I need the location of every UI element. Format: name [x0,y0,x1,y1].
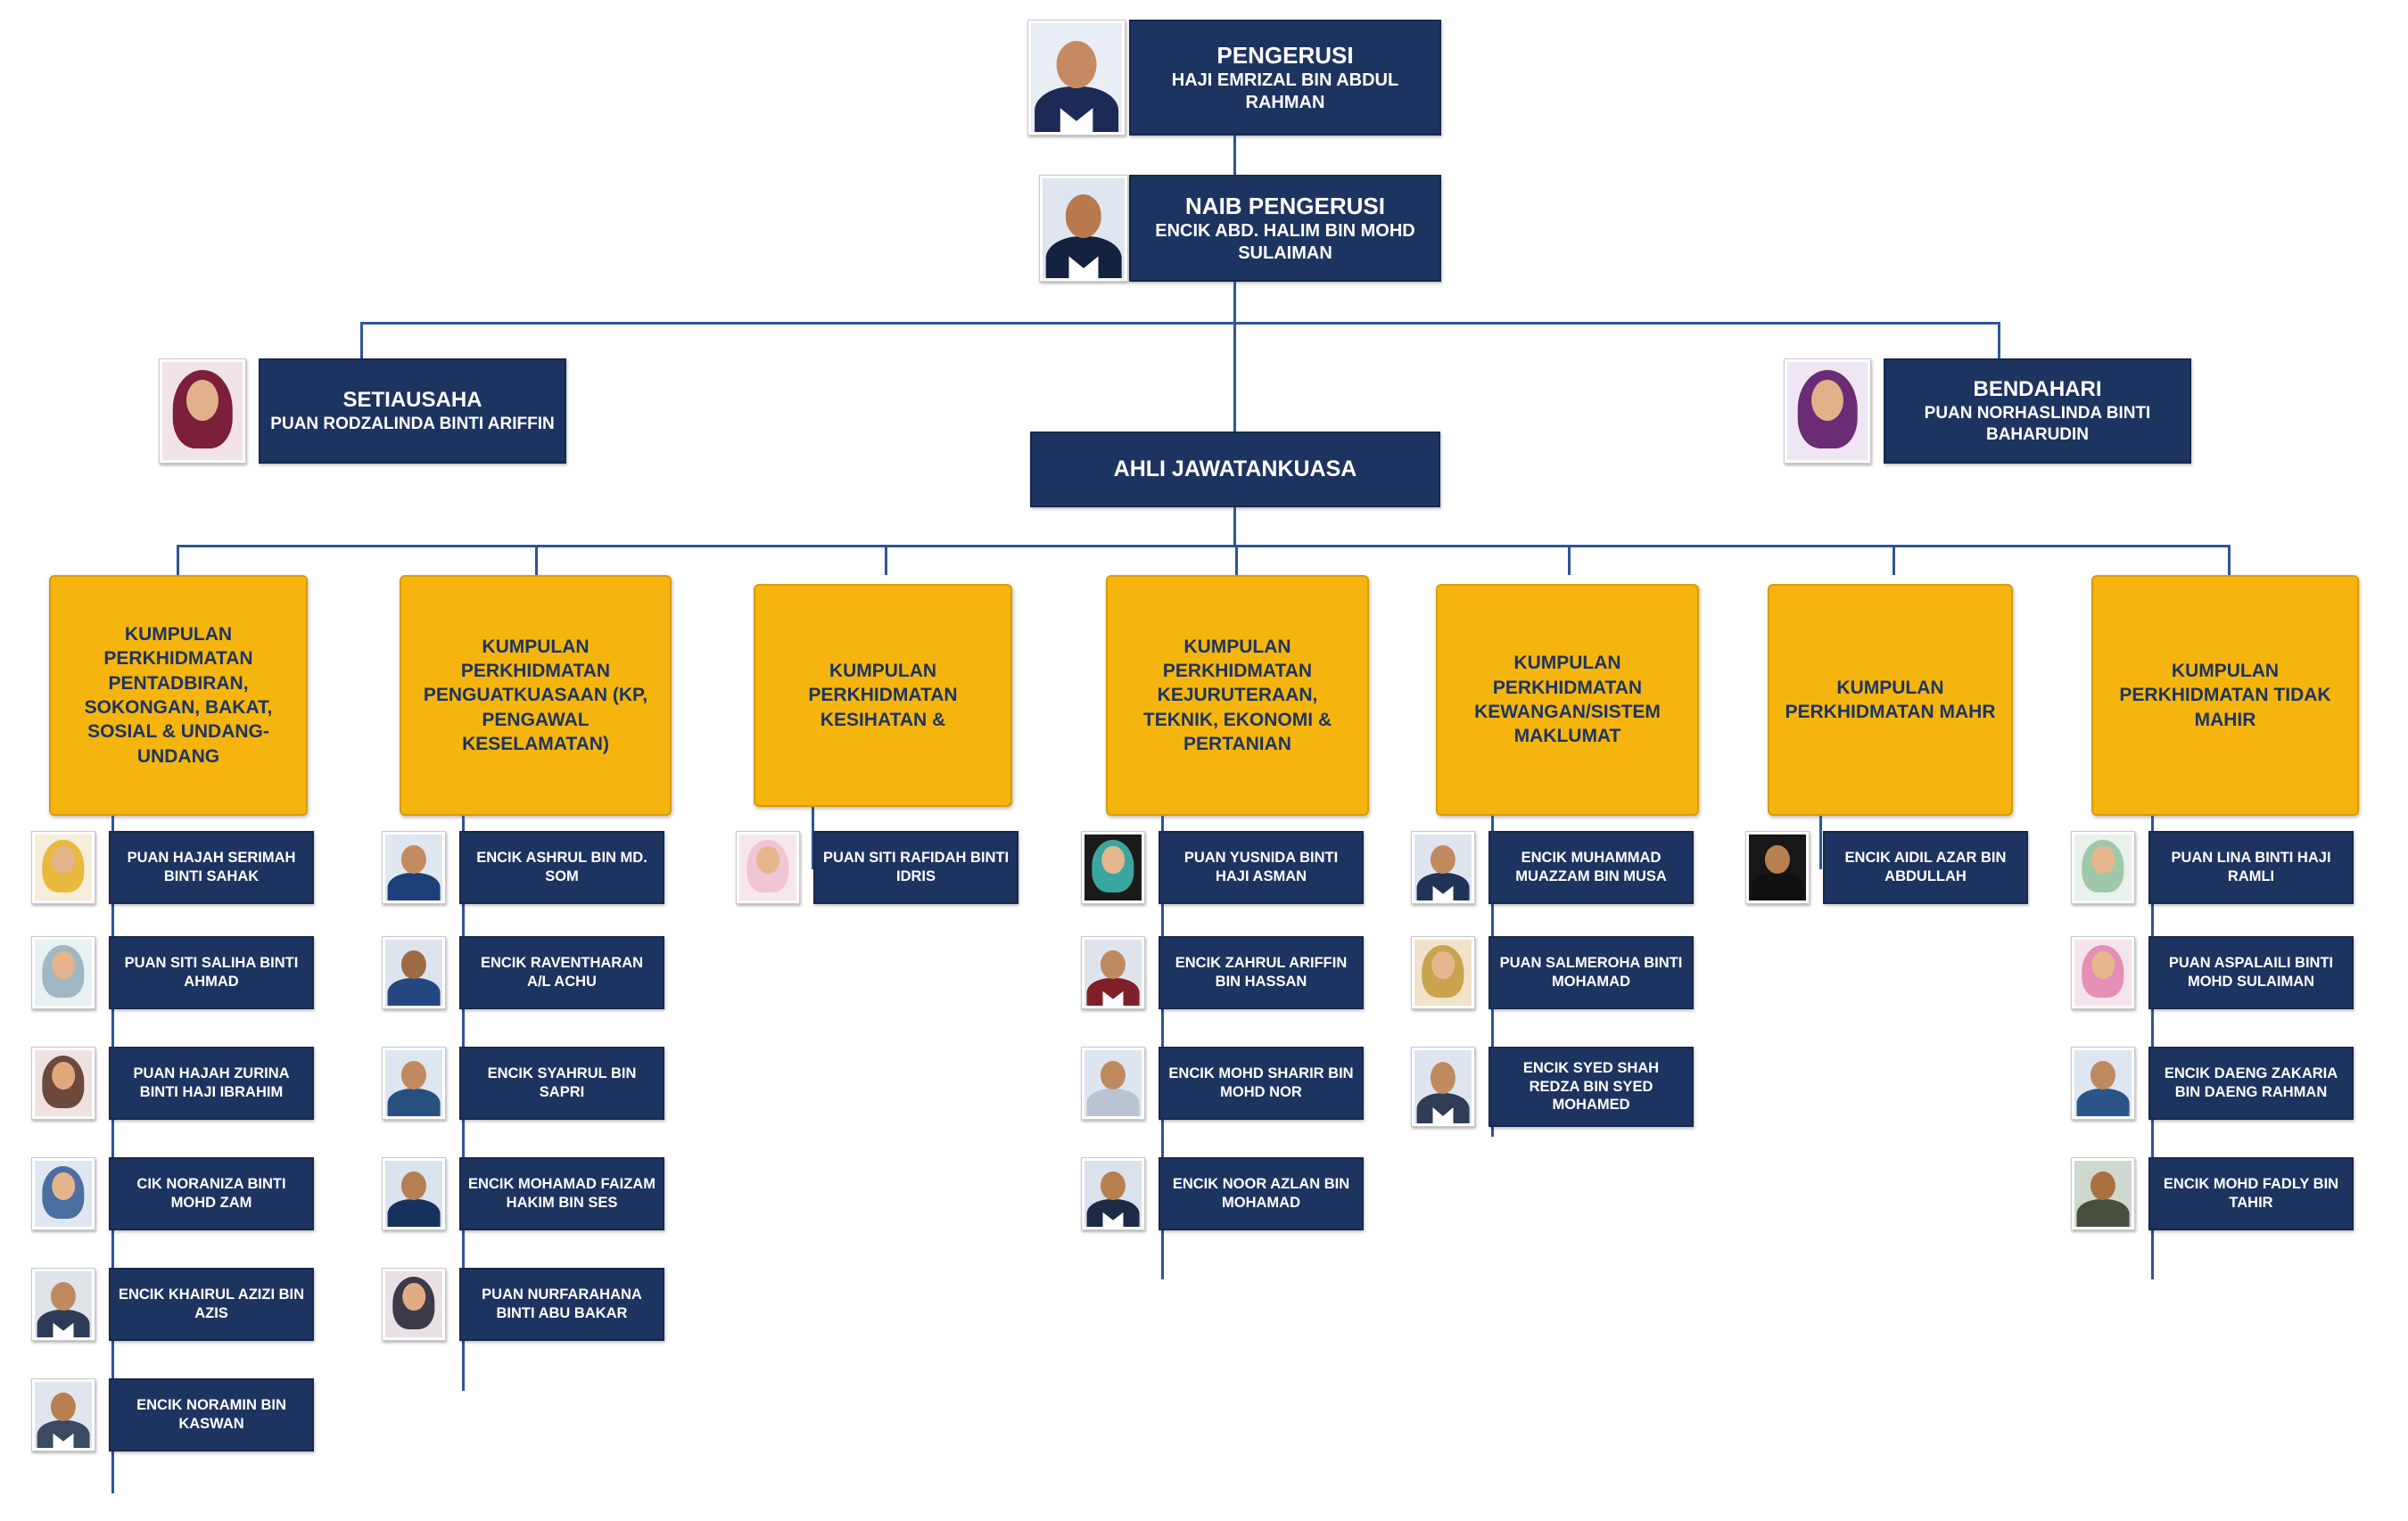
node-treasurer[interactable] [1884,358,2191,464]
avatar-g3-m2 [1081,1047,1145,1120]
chairman-title: PENGERUSI [1216,41,1354,69]
member-name: ENCIK NORAMIN BIN KASWAN [136,1397,286,1432]
committee-title: AHLI JAWATANKUASA [1113,456,1357,481]
avatar-g6-m1 [2071,936,2135,1009]
node-g1-m0[interactable] [459,831,664,904]
member-name: PUAN NURFARAHANA BINTI ABU BAKAR [482,1287,642,1321]
connector-group-drop-4 [1568,545,1571,575]
group-title-1: KUMPULAN PERKHIDMATAN PENGUATKUASAAN (KP, PENGAWAL KESELAMATAN) [423,636,648,754]
avatar-g1-m1 [382,936,446,1009]
avatar-chairman [1027,20,1126,136]
avatar-g0-m4 [31,1268,95,1341]
node-g3-m2[interactable] [1159,1047,1364,1120]
avatar-vice-chairman [1039,175,1128,282]
node-g0-m4[interactable] [109,1268,314,1341]
connector-officer-bus [360,322,2000,325]
avatar-g0-m2 [31,1047,95,1120]
avatar-g6-m2 [2071,1047,2135,1120]
member-name: ENCIK RAVENTHARAN A/L ACHU [480,955,644,990]
member-name: PUAN SITI SALIHA BINTI AHMAD [124,955,299,990]
group-title-6: KUMPULAN PERKHIDMATAN TIDAK MAHIR [2119,661,2331,730]
node-g2-m0[interactable] [813,831,1018,904]
node-g6-m3[interactable] [2148,1157,2354,1230]
member-name: ENCIK SYAHRUL BIN SAPRI [487,1065,637,1100]
avatar-treasurer [1784,358,1871,464]
node-g0-m3[interactable] [109,1157,314,1230]
connector-group-drop-1 [535,545,538,575]
avatar-g1-m2 [382,1047,446,1120]
node-g1-m1[interactable] [459,936,664,1009]
vice-chairman-title: NAIB PENGERUSI [1185,192,1385,219]
chairman-name: HAJI EMRIZAL BIN ABDUL RAHMAN [1171,70,1399,113]
group-title-5: KUMPULAN PERKHIDMATAN MAHR [1785,677,1996,722]
group-title-0: KUMPULAN PERKHIDMATAN PENTADBIRAN, SOKONGAN, BAKAT, SOSIAL & UNDANG-UNDANG [84,624,273,767]
treasurer-title: BENDAHARI [1973,377,2102,402]
node-secretary[interactable] [259,358,566,464]
avatar-g4-m1 [1411,936,1475,1009]
avatar-g0-m5 [31,1378,95,1451]
group-box-0[interactable] [49,575,308,816]
node-g3-m0[interactable] [1159,831,1364,904]
connector-group-drop-5 [1893,545,1895,575]
avatar-g3-m0 [1081,831,1145,904]
avatar-g2-m0 [736,831,800,904]
member-name: ENCIK ZAHRUL ARIFFIN BIN HASSAN [1175,955,1348,990]
avatar-g1-m4 [382,1268,446,1341]
secretary-title: SETIAUSAHA [342,388,482,413]
node-g0-m2[interactable] [109,1047,314,1120]
vice-chairman-name: ENCIK ABD. HALIM BIN MOHD SULAIMAN [1155,221,1415,264]
avatar-g5-m0 [1745,831,1810,904]
member-name: ENCIK KHAIRUL AZIZI BIN AZIS [118,1287,305,1321]
node-g0-m0[interactable] [109,831,314,904]
group-box-6[interactable] [2091,575,2359,816]
member-name: CIK NORANIZA BINTI MOHD ZAM [136,1176,286,1211]
group-box-4[interactable] [1436,584,1699,816]
avatar-g4-m0 [1411,831,1475,904]
connector-group-drop-3 [1235,545,1238,575]
connector-vice-down [1233,282,1236,322]
node-g6-m0[interactable] [2148,831,2354,904]
node-g6-m1[interactable] [2148,936,2354,1009]
member-name: PUAN LINA BINTI HAJI RAMLI [2171,850,2331,884]
member-name: PUAN SITI RAFIDAH BINTI IDRIS [822,850,1010,884]
avatar-g1-m0 [382,831,446,904]
connector-group-drop-2 [885,545,887,575]
group-title-3: KUMPULAN PERKHIDMATAN KEJURUTERAAN, TEKNIK, EKONOMI & PERTANIAN [1142,636,1332,754]
connector-chairman-vice [1233,136,1236,175]
group-title-2: KUMPULAN PERKHIDMATAN KESIHATAN & [808,661,958,730]
node-g4-m1[interactable] [1489,936,1694,1009]
node-committee[interactable] [1030,432,1440,507]
member-name: ENCIK MOHD SHARIR BIN MOHD NOR [1168,1065,1354,1100]
avatar-g1-m3 [382,1157,446,1230]
connector-group-drop-6 [2228,545,2231,575]
member-name: PUAN ASPALAILI BINTI MOHD SULAIMAN [2168,955,2334,990]
member-name: ENCIK ASHRUL BIN MD. SOM [476,850,647,884]
member-name: ENCIK MOHAMAD FAIZAM HAKIM BIN SES [468,1176,656,1211]
member-name: PUAN SALMEROHA BINTI MOHAMAD [1499,955,1683,990]
node-g6-m2[interactable] [2148,1047,2354,1120]
node-g0-m5[interactable] [109,1378,314,1451]
node-g4-m2[interactable] [1489,1047,1694,1127]
node-g1-m4[interactable] [459,1268,664,1341]
group-box-3[interactable] [1106,575,1369,816]
member-name: ENCIK MUHAMMAD MUAZZAM BIN MUSA [1515,850,1667,884]
avatar-g0-m3 [31,1157,95,1230]
member-name: ENCIK DAENG ZAKARIA BIN DAENG RAHMAN [2164,1065,2338,1100]
group-box-2[interactable] [754,584,1012,807]
node-g3-m3[interactable] [1159,1157,1364,1230]
avatar-g3-m1 [1081,936,1145,1009]
avatar-g0-m1 [31,936,95,1009]
connector-group-bus [177,545,2228,547]
member-name: ENCIK AIDIL AZAR BIN ABDULLAH [1844,850,2007,884]
node-g5-m0[interactable] [1823,831,2028,904]
node-g4-m0[interactable] [1489,831,1694,904]
connector-group-drop-0 [177,545,179,575]
member-name: ENCIK MOHD FADLY BIN TAHIR [2163,1176,2339,1211]
member-name: PUAN HAJAH ZURINA BINTI HAJI IBRAHIM [133,1065,290,1100]
group-5-spine [1819,816,1822,869]
member-name: PUAN YUSNIDA BINTI HAJI ASMAN [1183,850,1339,884]
avatar-g4-m2 [1411,1047,1475,1127]
connector-committee-down [1233,507,1236,545]
node-g0-m1[interactable] [109,936,314,1009]
avatar-g6-m0 [2071,831,2135,904]
node-chairman[interactable] [1129,20,1441,136]
group-box-5[interactable] [1768,584,2013,816]
avatar-g0-m0 [31,831,95,904]
node-g1-m2[interactable] [459,1047,664,1120]
member-name: ENCIK NOOR AZLAN BIN MOHAMAD [1172,1176,1350,1211]
connector-bus-committee [1233,322,1236,432]
avatar-secretary [159,358,246,464]
group-title-4: KUMPULAN PERKHIDMATAN KEWANGAN/SISTEM MAKLUMAT [1474,653,1661,747]
member-name: PUAN HAJAH SERIMAH BINTI SAHAK [127,850,296,884]
secretary-name: PUAN RODZALINDA BINTI ARIFFIN [270,415,555,434]
avatar-g6-m3 [2071,1157,2135,1230]
treasurer-name: PUAN NORHASLINDA BINTI BAHARUDIN [1924,404,2151,444]
node-vice-chairman[interactable] [1129,175,1441,282]
group-box-1[interactable] [400,575,672,816]
avatar-g3-m3 [1081,1157,1145,1230]
member-name: ENCIK SYED SHAH REDZA BIN SYED MOHAMED [1522,1060,1660,1114]
node-g1-m3[interactable] [459,1157,664,1230]
node-g3-m1[interactable] [1159,936,1364,1009]
